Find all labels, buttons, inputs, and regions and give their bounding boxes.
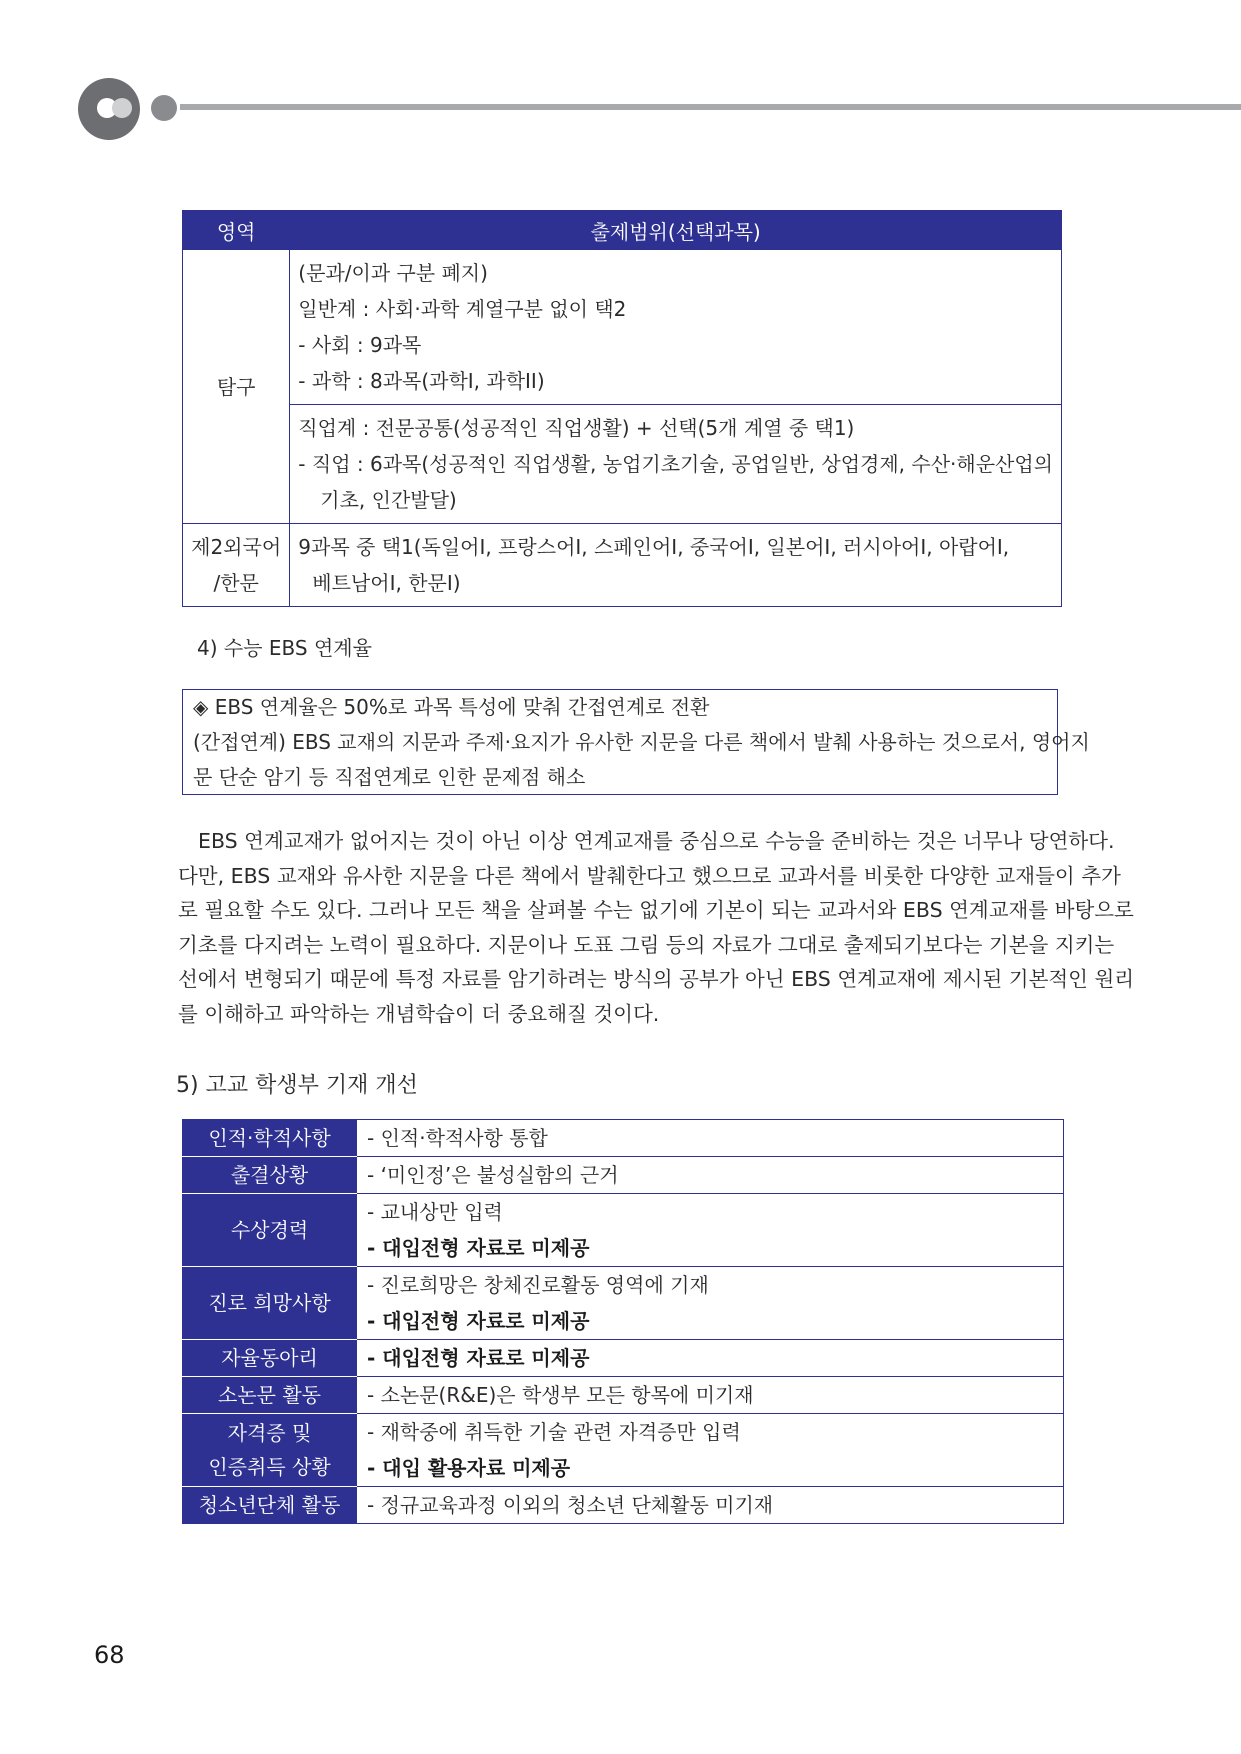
paragraph-line: 로 필요할 수도 있다. 그러나 모든 책을 살펴볼 수는 없기에 기본이 되는 교과서와 EBS 연계교재를 바탕으로: [178, 898, 1134, 922]
paragraph-line: 선에서 변형되기 때문에 특정 자료를 암기하려는 방식의 공부가 아닌 EBS 연계교재에 제시된 기본적인 원리: [178, 967, 1135, 991]
scope-line: (문과/이과 구분 폐지): [298, 261, 488, 285]
desc-line: - 대입 활용자료 미제공: [367, 1456, 571, 1480]
table-row: [183, 1120, 1064, 1157]
paragraph-line: 를 이해하고 파악하는 개념학습이 더 중요해질 것이다.: [178, 1001, 660, 1026]
desc-line: - 대입전형 자료로 미제공: [367, 1346, 590, 1370]
box-line: ◈ EBS 연계율은 50%로 과목 특성에 맞춰 간접연계로 전환: [193, 695, 710, 719]
desc-line: - 교내상만 입력: [367, 1200, 503, 1224]
desc-line: - 소논문(R&E)은 학생부 모든 항목에 미기재: [367, 1383, 754, 1407]
section-title: 5) 고교 학생부 기재 개선: [176, 1073, 418, 1098]
row-desc: [357, 1120, 1064, 1157]
circle-icon-light: [112, 98, 132, 118]
row-label: 출결상황: [183, 1157, 357, 1194]
table-row: [183, 1194, 1064, 1267]
desc-line: - ‘미인정’은 불성실함의 근거: [367, 1163, 619, 1187]
label-line: 인증취득 상황: [208, 1455, 331, 1479]
header-scope: 출제범위(선택과목): [290, 211, 1062, 250]
scope-line: - 직업 : 6과목(성공적인 직업생활, 농업기초기술, 공업일반, 상업경제, 수산·해운산업의: [298, 452, 1053, 476]
desc-line: - 진로희망은 창체진로활동 영역에 기재: [367, 1273, 709, 1297]
header-rule: [180, 104, 1241, 110]
desc-line: - 정규교육과정 이외의 청소년 단체활동 미기재: [367, 1493, 774, 1517]
table-row: [183, 1414, 1064, 1487]
row-desc: [357, 1194, 1064, 1267]
paragraph-line: EBS 연계교재가 없어지는 것이 아닌 이상 연계교재를 중심으로 수능을 준비하는 것은 너무나 당연하다.: [198, 829, 1115, 853]
row-desc: [357, 1340, 1064, 1377]
circle-icon-small: [151, 95, 177, 121]
row-desc: [357, 1487, 1064, 1524]
row-label: 청소년단체 활동: [183, 1487, 357, 1524]
scope-line: 베트남어I, 한문I): [312, 571, 461, 595]
table-row: [183, 405, 1062, 524]
table-header-row: [183, 211, 1062, 250]
area-cell: 탐구: [183, 250, 290, 524]
row-label: [183, 1414, 357, 1487]
box-line: 문 단순 암기 등 직접연계로 인한 문제점 해소: [193, 765, 586, 789]
body-paragraph: [178, 824, 1135, 1031]
scope-cell: [290, 250, 1062, 405]
box-line: (간접연계) EBS 교재의 지문과 주제·요지가 유사한 지문을 다른 책에서 발췌 사용하는 것으로서, 영어지: [193, 730, 1090, 754]
scope-line: 기초, 인간발달): [320, 488, 457, 512]
table-row: [183, 524, 1062, 607]
scope-line: 직업계 : 전문공통(성공적인 직업생활) + 선택(5개 계열 중 택1): [298, 416, 855, 440]
summary-box: [182, 689, 1090, 795]
table-row: [183, 1487, 1064, 1524]
scope-cell: [290, 405, 1062, 524]
subheading: 4) 수능 EBS 연계율: [197, 636, 372, 660]
table-row: [183, 1377, 1064, 1414]
table-row: [183, 1340, 1064, 1377]
paragraph-line: 기초를 다지려는 노력이 필요하다. 지문이나 도표 그림 등의 자료가 그대로 출제되기보다는 기본을 지키는: [178, 932, 1115, 957]
scope-line: - 사회 : 9과목: [298, 333, 422, 357]
scope-cell: [290, 524, 1062, 607]
row-label: 수상경력: [183, 1194, 357, 1267]
record-improvement-table: [182, 1119, 1064, 1524]
header-area: 영역: [183, 211, 290, 250]
table-row: [183, 1157, 1064, 1194]
desc-line: - 인적·학적사항 통합: [367, 1126, 548, 1150]
table-row: [183, 250, 1062, 405]
row-label: 소논문 활동: [183, 1377, 357, 1414]
table-row: [183, 1267, 1064, 1340]
scope-line: 9과목 중 택1(독일어I, 프랑스어I, 스페인어I, 중국어I, 일본어I, 러시아어I, 아랍어I,: [298, 535, 1010, 559]
desc-line: - 대입전형 자료로 미제공: [367, 1236, 590, 1260]
area-line: /한문: [213, 571, 259, 595]
desc-line: - 재학중에 취득한 기술 관련 자격증만 입력: [367, 1420, 741, 1444]
page-number: 68: [94, 1641, 125, 1669]
label-line: 자격증 및: [227, 1421, 312, 1445]
row-desc: [357, 1377, 1064, 1414]
exam-scope-table: [182, 210, 1062, 607]
row-label: 자율동아리: [183, 1340, 357, 1377]
header-decoration: [0, 0, 1241, 160]
desc-line: - 대입전형 자료로 미제공: [367, 1309, 590, 1333]
row-desc: [357, 1157, 1064, 1194]
area-line: 제2외국어: [191, 535, 282, 559]
scope-line: 일반계 : 사회·과학 계열구분 없이 택2: [298, 297, 627, 321]
row-desc: [357, 1414, 1064, 1487]
area-cell: [183, 524, 290, 607]
row-desc: [357, 1267, 1064, 1340]
paragraph-line: 다만, EBS 교재와 유사한 지문을 다른 책에서 발췌한다고 했으므로 교과서를 비롯한 다양한 교재들이 추가: [178, 863, 1121, 888]
row-label: 진로 희망사항: [183, 1267, 357, 1340]
row-label: 인적·학적사항: [183, 1120, 357, 1157]
scope-line: - 과학 : 8과목(과학I, 과학II): [298, 369, 545, 393]
